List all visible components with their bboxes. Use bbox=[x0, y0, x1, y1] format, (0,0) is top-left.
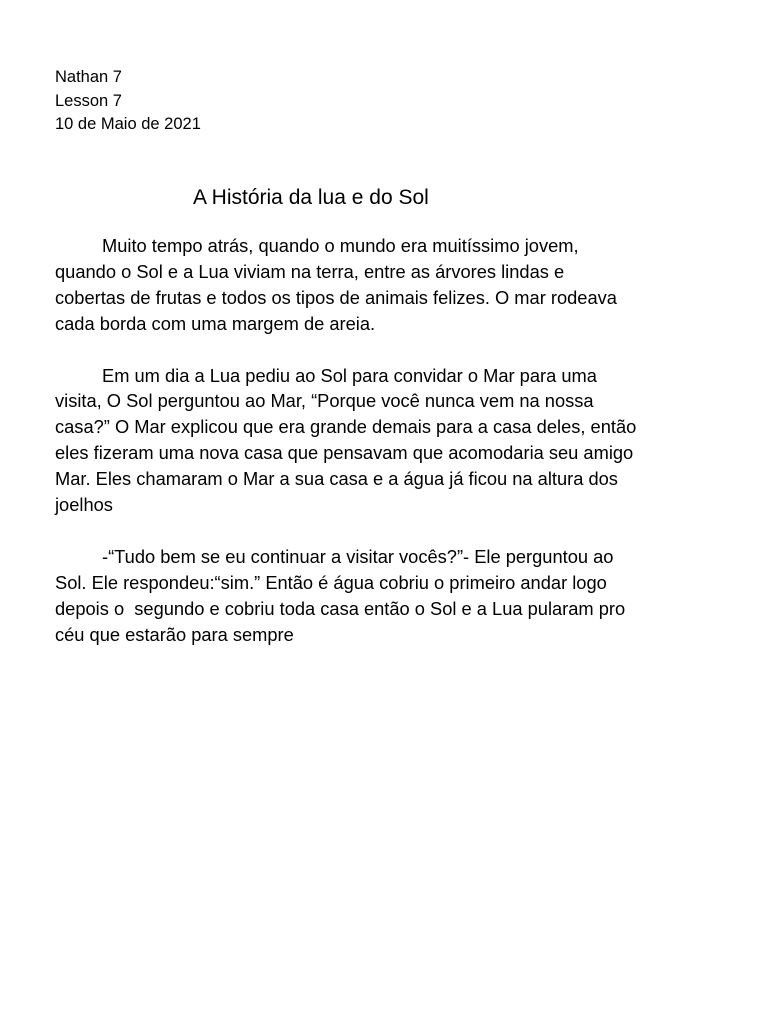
paragraph bbox=[55, 363, 727, 518]
paragraph-line: casa?” O Mar explicou que era grande demais para a casa deles, então bbox=[55, 416, 637, 438]
document-title: A História da lua e do Sol bbox=[193, 186, 429, 209]
paragraph-line: Muito tempo atrás, quando o mundo era muitíssimo jovem, bbox=[102, 235, 579, 256]
paragraph-line: Em um dia a Lua pediu ao Sol para convidar o Mar para uma bbox=[102, 364, 597, 386]
story-body bbox=[55, 233, 727, 673]
author-name: Nathan 7 bbox=[55, 68, 122, 86]
paragraph bbox=[55, 544, 727, 648]
paragraph-line: depois o segundo e cobriu toda casa então o Sol e a Lua pularam pro bbox=[55, 597, 626, 619]
document-header bbox=[55, 66, 201, 137]
paragraph-line: -“Tudo bem se eu continuar a visitar vocês?”- Ele perguntou ao bbox=[102, 545, 614, 567]
paragraph-line: céu que estarão para sempre bbox=[55, 623, 294, 645]
paragraph-line: joelhos bbox=[55, 494, 113, 516]
paragraph-line: quando o Sol e a Lua viviam na terra, entre as árvores lindas e bbox=[55, 260, 565, 282]
document-date: 10 de Maio de 2021 bbox=[55, 115, 201, 133]
paragraph-line: eles fizeram uma nova casa que pensavam que acomodaria seu amigo bbox=[55, 442, 634, 464]
paragraph bbox=[55, 233, 727, 337]
paragraph-line: cobertas de frutas e todos os tipos de animais felizes. O mar rodeava bbox=[55, 286, 617, 308]
paragraph-line: visita, O Sol perguntou ao Mar, “Porque você nunca vem na nossa bbox=[55, 390, 594, 412]
paragraph-line: Sol. Ele respondeu:“sim.” Então é água cobriu o primeiro andar logo bbox=[55, 571, 607, 593]
paragraph-line: Mar. Eles chamaram o Mar a sua casa e a água já ficou na altura dos bbox=[55, 468, 618, 490]
lesson-label: Lesson 7 bbox=[55, 91, 122, 110]
paragraph-line: cada borda com uma margem de areia. bbox=[55, 312, 376, 334]
